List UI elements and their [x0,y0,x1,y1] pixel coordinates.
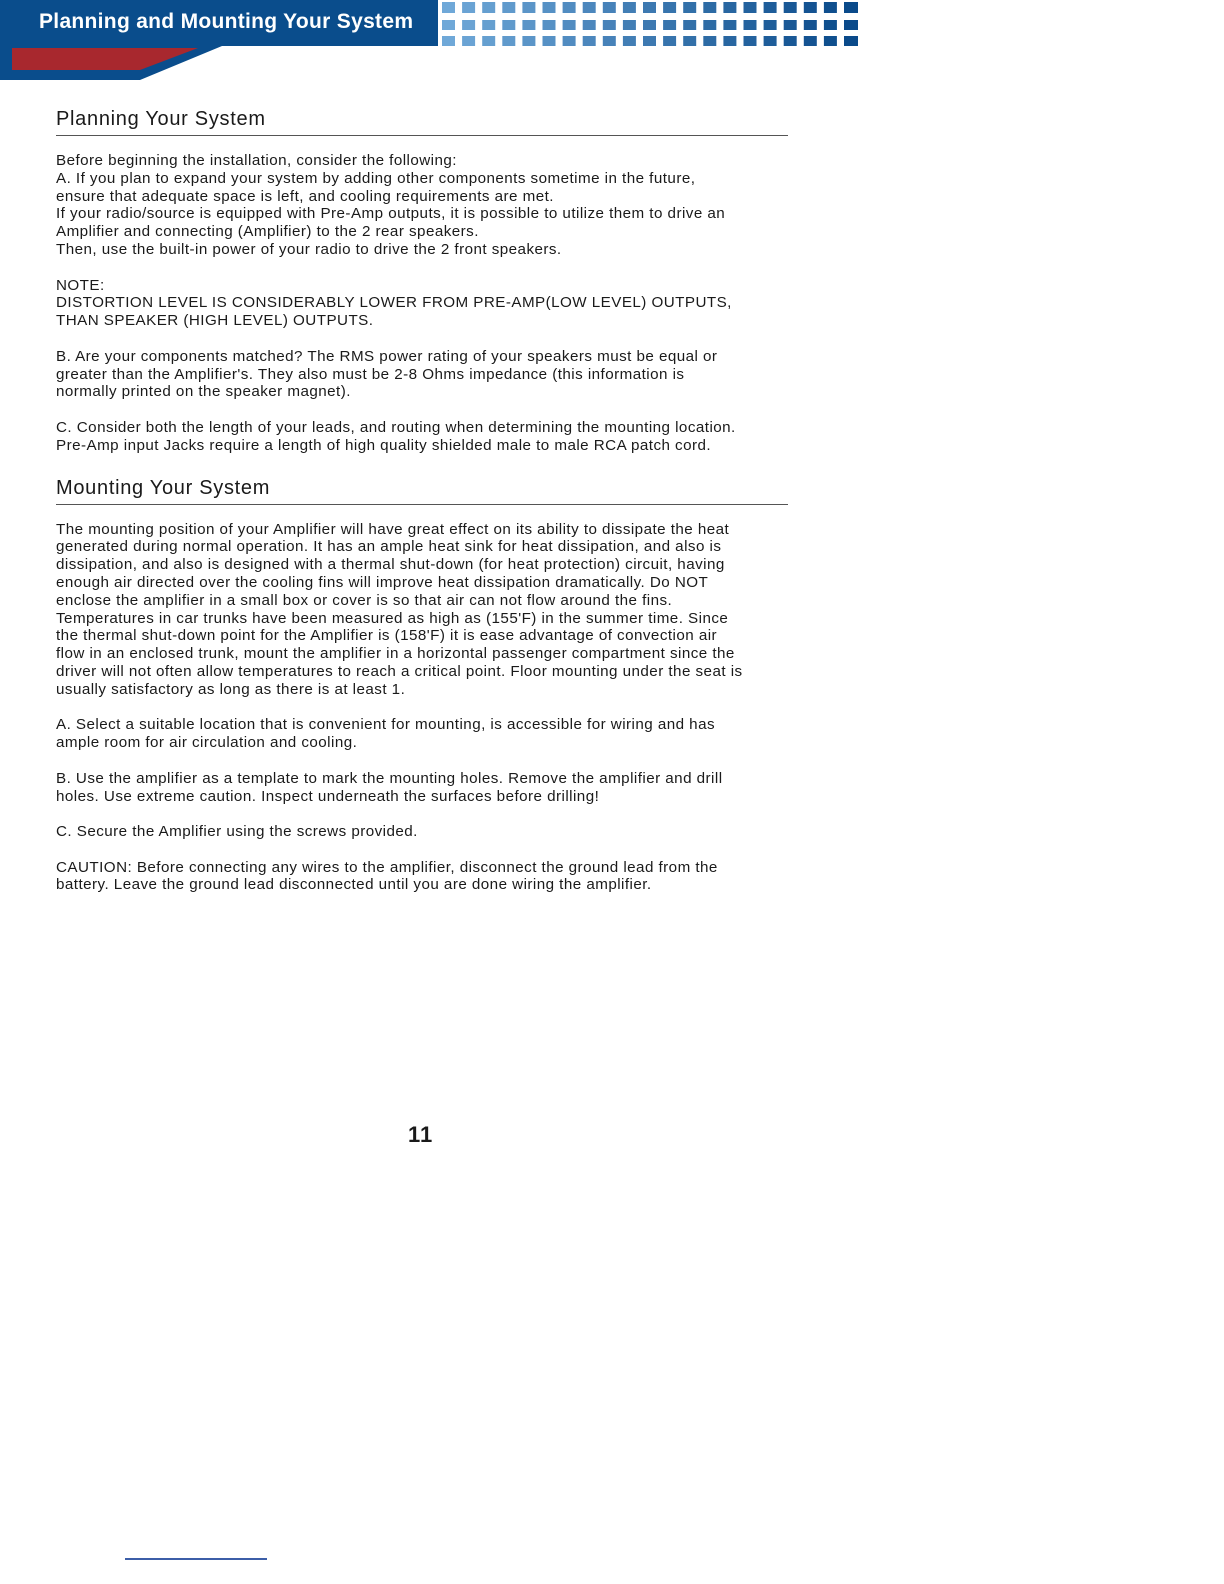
header-grid-square [502,2,515,13]
page-number: 11 [408,1122,434,1147]
header-grid-square [543,20,556,30]
header-grid-square [563,2,576,13]
header-grid-square [583,20,596,30]
header-grid-square [703,20,716,30]
mounting-section [56,477,788,895]
header-grid-square [502,20,515,30]
header-grid-square [824,20,837,30]
header-grid-square [784,36,797,46]
header-grid-square [563,36,576,46]
header-grid-square [723,2,736,13]
header-grid-square [683,20,696,30]
header-grid-square [603,20,616,30]
header-grid-square [744,2,757,13]
header-grid-square [563,20,576,30]
mounting-paragraph: B. Use the amplifier as a template to mark the mounting holes. Remove the amplifier and drill holes. Use extreme caution. Inspect underneath the surfaces before drilling! [56,769,723,805]
header-grid-square [462,2,475,13]
header-grid-square [623,36,636,46]
caution-paragraph: CAUTION: Before connecting any wires to the amplifier, disconnect the ground lead from the battery. Leave the ground lead disconnected until you are done wiring the amplifier. [56,858,718,894]
header-grid-square [844,36,858,46]
planning-paragraph: B. Are your components matched? The RMS power rating of your speakers must be equal or greater than the Amplifier's. They also must be 2-8 Ohms impedance (this information is normally printed on the speaker magnet). [56,347,718,401]
header-grid-square [784,2,797,13]
header-grid-square [643,20,656,30]
header-grid-square [683,36,696,46]
header-grid-square [522,2,535,13]
planning-paragraph: Before beginning the installation, consider the following: A. If you plan to expand your system by adding other components sometime in the future, ensure that adequate space is left, and cooling requirements are met. If your radio/source is equipped with Pre-Amp outputs, it is possible to utilize them to drive an Amplifier and connecting (Amplifier) to the 2 rear speakers. Then, use the built-in power of your radio to drive the 2 front speakers. [56,152,726,258]
header-grid-square [502,36,515,46]
header-grid-square [663,20,676,30]
mounting-paragraph: The mounting position of your Amplifier will have great effect on its ability to dissipate the heat generated during normal operation. It has an ample heat sink for heat dissipation, and also is dissipation, and also is designed with a thermal shut-down (for heat protection) circuit, having enough air directed over the cooling fins will improve heat dissipation dramatically. Do NOT enclose the amplifier in a small box or cover is so that air can not flow around the fins. Temperatures in car trunks have been measured as high as (155'F) in the summer time. Since the thermal shut-down point for the Amplifier is (158'F) it is ease advantage of convection air flow in an enclosed trunk, mount the amplifier in a horizontal passenger compartment since the driver will not often allow temperatures to reach a critical point. Floor mounting under the seat is usually satisfactory as long as there is at least 1. [56,520,743,698]
mounting-section-title: Mounting Your System [56,477,788,505]
header-grid-square [603,2,616,13]
header-grid-square [583,2,596,13]
header-grid-square [703,2,716,13]
header-grid-square [844,20,858,30]
header-grid-square [804,20,817,30]
mounting-body [56,521,788,895]
header-square-grid [442,2,858,46]
header-grid-square [764,2,777,13]
header-grid-square [643,36,656,46]
mounting-paragraph: C. Secure the Amplifier using the screws provided. [56,823,418,841]
header-grid-square [804,36,817,46]
footer-rule [125,1558,267,1560]
header-grid-square [663,36,676,46]
header-grid-square [482,36,495,46]
header-grid-square [824,36,837,46]
planning-section [56,108,788,455]
header-grid-square [663,2,676,13]
header-grid-square [744,36,757,46]
header-grid-square [764,36,777,46]
header-grid-square [784,20,797,30]
header-grid-square [703,36,716,46]
header-grid-square [543,2,556,13]
header-grid-square [462,36,475,46]
header-grid-square [844,2,858,13]
planning-paragraph: C. Consider both the length of your leads, and routing when determining the mounting location. Pre-Amp input Jacks require a length of high quality shielded male to male RCA patch cord. [56,418,736,454]
header-grid-square [442,36,455,46]
header-grid-square [442,20,455,30]
header-grid-square [723,20,736,30]
planning-body [56,152,788,455]
mounting-paragraph: A. Select a suitable location that is convenient for mounting, is accessible for wiring and has ample room for air circulation and cooling. [56,716,716,752]
header-grid-square [643,2,656,13]
header-grid-square [723,36,736,46]
header-grid-square [804,2,817,13]
header-grid-square [482,2,495,13]
header-grid-square [462,20,475,30]
header-grid-square [623,20,636,30]
header-grid-square [522,20,535,30]
header-grid-square [824,2,837,13]
header-grid-square [522,36,535,46]
header-grid-square [482,20,495,30]
header-grid-square [623,2,636,13]
page-content [56,108,788,894]
header-grid-square [603,36,616,46]
planning-note: NOTE: DISTORTION LEVEL IS CONSIDERABLY LOWER FROM PRE-AMP(LOW LEVEL) OUTPUTS, THAN SPEAKER (HIGH LEVEL) OUTPUTS. [56,276,732,330]
planning-section-title: Planning Your System [56,108,788,136]
header-grid-square [583,36,596,46]
header-title: Planning and Mounting Your System [39,10,414,33]
header-grid-square [543,36,556,46]
header-grid-square [683,2,696,13]
page-header [0,0,1224,82]
header-grid-square [744,20,757,30]
header-grid-square [764,20,777,30]
header-grid-square [442,2,455,13]
